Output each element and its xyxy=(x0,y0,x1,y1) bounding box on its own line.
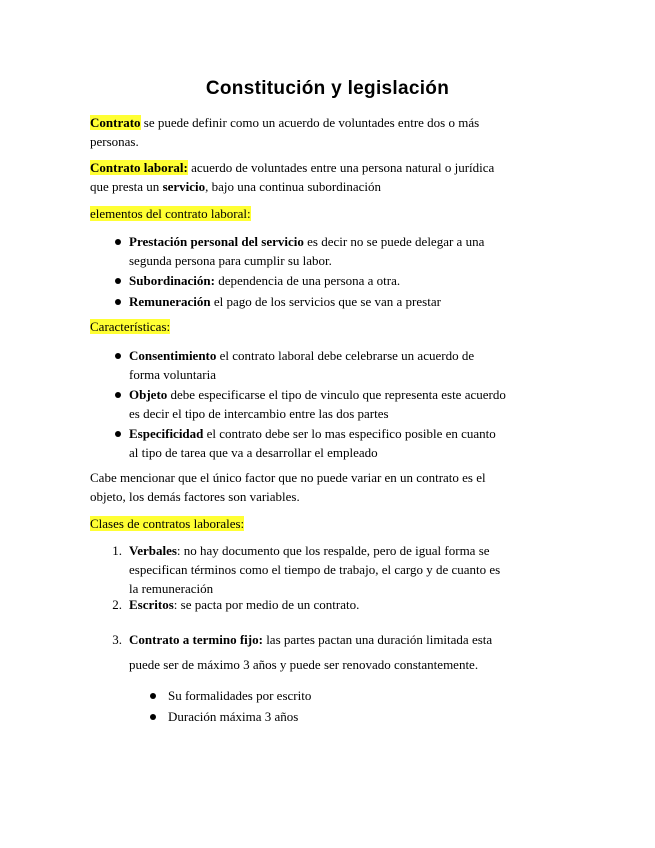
item-text: : se pacta por medio de un contrato. xyxy=(173,597,360,612)
list-item xyxy=(129,346,565,384)
contrato-term: Contrato xyxy=(90,115,141,130)
bullet-icon xyxy=(150,714,156,720)
item-text-line3: la remuneración xyxy=(129,581,214,596)
list-number: 1. xyxy=(112,543,122,558)
elementos-heading xyxy=(90,204,251,223)
numbered-item xyxy=(129,630,565,680)
list-item xyxy=(129,424,565,462)
item-text-line2: especifican términos como el tiempo de trabajo, el cargo y de cuanto es xyxy=(129,562,501,577)
bullet-icon xyxy=(115,392,121,398)
numbered-item xyxy=(129,541,565,598)
item-text-line2: al tipo de tarea que va a desarrollar el empleado xyxy=(129,445,378,460)
contrato-laboral-term: Contrato laboral: xyxy=(90,160,188,175)
item-text: el contrato laboral debe celebrarse un acuerdo de xyxy=(216,348,475,363)
contrato-def-line1: se puede definir como un acuerdo de voluntades entre dos o más xyxy=(140,115,480,130)
item-text: el pago de los servicios que se van a prestar xyxy=(210,294,441,309)
nota-paragraph xyxy=(90,468,565,506)
sub-list-item: Su formalidades por escrito xyxy=(168,688,312,703)
elementos-heading-text: elementos del contrato laboral: xyxy=(90,206,251,221)
item-text-line2: es decir el tipo de intercambio entre las dos partes xyxy=(129,406,389,421)
list-item xyxy=(129,271,565,290)
item-term: Especificidad xyxy=(129,426,204,441)
list-item xyxy=(129,232,565,270)
contrato-paragraph xyxy=(90,113,565,151)
contrato-def-line2: personas. xyxy=(90,134,139,149)
item-text-line2: forma voluntaria xyxy=(129,367,216,382)
item-text: es decir no se puede delegar a una xyxy=(303,234,485,249)
item-text: el contrato debe ser lo mas especifico posible en cuanto xyxy=(203,426,496,441)
clases-heading xyxy=(90,514,244,533)
bullet-icon xyxy=(115,239,121,245)
item-text-line2: puede ser de máximo 3 años y puede ser renovado constantemente. xyxy=(129,657,479,672)
bullet-icon xyxy=(115,431,121,437)
item-text: dependencia de una persona a otra. xyxy=(214,273,401,288)
caracteristicas-heading xyxy=(90,317,170,336)
list-item xyxy=(129,385,565,423)
sub-list-item: Duración máxima 3 años xyxy=(168,709,299,724)
item-text: debe especificarse el tipo de vinculo que representa este acuerdo xyxy=(167,387,506,402)
item-term: Consentimiento xyxy=(129,348,217,363)
list-number: 3. xyxy=(112,632,122,647)
bullet-icon xyxy=(115,299,121,305)
item-text-line2: segunda persona para cumplir su labor. xyxy=(129,253,332,268)
contrato-laboral-def-line1: acuerdo de voluntades entre una persona natural o jurídica xyxy=(187,160,495,175)
bullet-icon xyxy=(115,353,121,359)
numbered-item xyxy=(129,595,565,614)
contrato-laboral-def-line2c: , bajo una continua subordinación xyxy=(205,179,381,194)
nota-line1: Cabe mencionar que el único factor que no puede variar en un contrato es el xyxy=(90,470,486,485)
nota-line2: objeto, los demás factores son variables. xyxy=(90,489,300,504)
caracteristicas-heading-text: Características: xyxy=(90,319,171,334)
item-text: las partes pactan una duración limitada esta xyxy=(262,632,493,647)
item-text: : no hay documento que los respalde, pero de igual forma se xyxy=(176,543,490,558)
item-term: Prestación personal del servicio xyxy=(129,234,304,249)
contrato-laboral-paragraph xyxy=(90,158,565,196)
bullet-icon xyxy=(150,693,156,699)
clases-heading-text: Clases de contratos laborales: xyxy=(90,516,245,531)
item-term: Objeto xyxy=(129,387,168,402)
list-item xyxy=(129,292,565,311)
list-number: 2. xyxy=(112,597,122,612)
servicio-term: servicio xyxy=(162,179,206,194)
item-term: Verbales xyxy=(129,543,177,558)
item-term: Remuneración xyxy=(129,294,211,309)
item-term: Contrato a termino fijo: xyxy=(129,632,263,647)
item-term: Subordinación: xyxy=(129,273,215,288)
contrato-laboral-def-line2a: que presta un xyxy=(90,179,163,194)
document-title: Constitución y legislación xyxy=(205,78,450,99)
item-term: Escritos xyxy=(129,597,174,612)
bullet-icon xyxy=(115,278,121,284)
